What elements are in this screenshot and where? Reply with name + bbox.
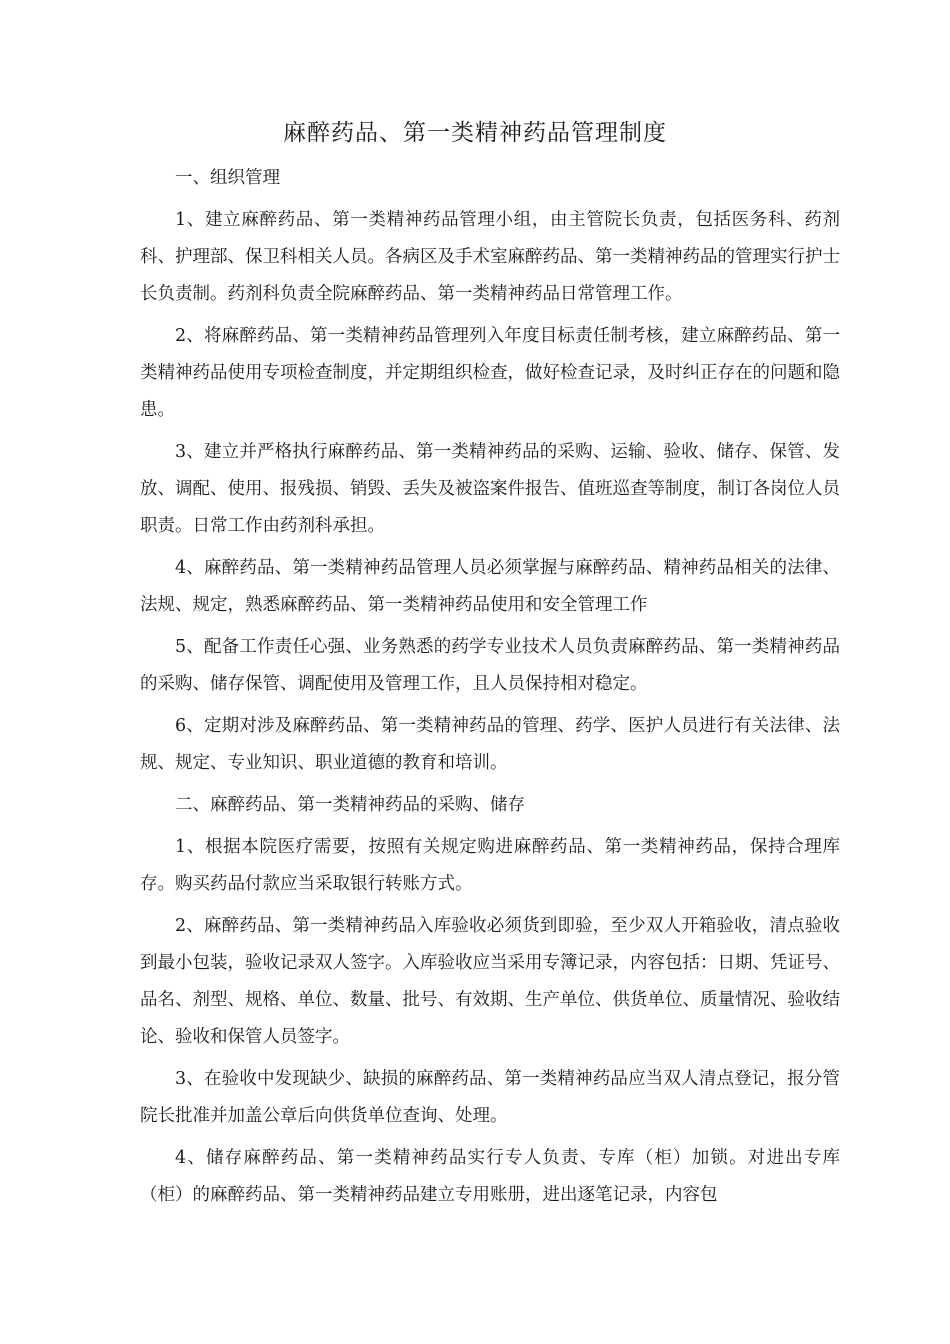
paragraph: 2、麻醉药品、第一类精神药品入库验收必须货到即验，至少双人开箱验收，清点验收到最小包装，验收记录双人签字。入库验收应当采用专簿记录，内容包括：日期、凭证号、品名、剂型、规格、单位、数量、批号、有效期、生产单位、供货单位、质量情况、验收结论、验收和保管人员签字。 xyxy=(140,916,840,1047)
section-heading-procurement-storage: 二、麻醉药品、第一类精神药品的采购、储存 xyxy=(175,795,525,815)
paragraph: 4、麻醉药品、第一类精神药品管理人员必须掌握与麻醉药品、精神药品相关的法律、法规、规定，熟悉麻醉药品、第一类精神药品使用和安全管理工作 xyxy=(140,558,840,615)
section-heading-organization: 一、组织管理 xyxy=(175,168,280,188)
document-body xyxy=(140,160,840,1219)
paragraph: 3、在验收中发现缺少、缺损的麻醉药品、第一类精神药品应当双人清点登记，报分管院长批准并加盖公章后向供货单位查询、处理。 xyxy=(140,1069,840,1126)
paragraph: 2、将麻醉药品、第一类精神药品管理列入年度目标责任制考核，建立麻醉药品、第一类精神药品使用专项检查制度，并定期组织检查，做好检查记录，及时纠正存在的问题和隐患。 xyxy=(140,326,840,420)
paragraph: 5、配备工作责任心强、业务熟悉的药学专业技术人员负责麻醉药品、第一类精神药品的采购、储存保管、调配使用及管理工作，且人员保持相对稳定。 xyxy=(140,637,840,694)
paragraph: 4、储存麻醉药品、第一类精神药品实行专人负责、专库（柜）加锁。对进出专库（柜）的麻醉药品、第一类精神药品建立专用账册，进出逐笔记录，内容包 xyxy=(140,1148,840,1205)
document-title: 麻醉药品、第一类精神药品管理制度 xyxy=(283,120,667,146)
paragraph: 3、建立并严格执行麻醉药品、第一类精神药品的采购、运输、验收、储存、保管、发放、调配、使用、报残损、销毁、丢失及被盗案件报告、值班巡查等制度，制订各岗位人员职责。日常工作由药剂科承担。 xyxy=(140,442,840,536)
paragraph: 1、建立麻醉药品、第一类精神药品管理小组，由主管院长负责，包括医务科、药剂科、护理部、保卫科相关人员。各病区及手术室麻醉药品、第一类精神药品的管理实行护士长负责制。药剂科负责全院麻醉药品、第一类精神药品日常管理工作。 xyxy=(140,210,840,304)
paragraph: 1、根据本院医疗需要，按照有关规定购进麻醉药品、第一类精神药品，保持合理库存。购买药品付款应当采取银行转账方式。 xyxy=(140,837,840,894)
paragraph: 6、定期对涉及麻醉药品、第一类精神药品的管理、药学、医护人员进行有关法律、法规、规定、专业知识、职业道德的教育和培训。 xyxy=(140,716,840,773)
